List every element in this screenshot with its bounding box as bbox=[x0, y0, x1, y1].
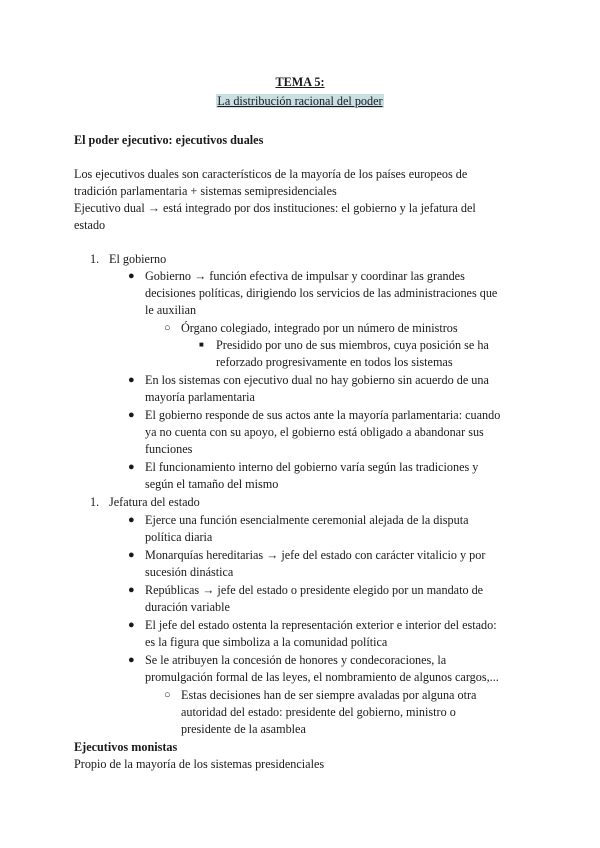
bullet-disc-icon: ● bbox=[128, 461, 135, 473]
list-item-line: funciones bbox=[145, 442, 193, 456]
page-title: TEMA 5: bbox=[275, 75, 325, 89]
list-item-line: Se le atribuyen la concesión de honores y condecoraciones, la bbox=[145, 653, 447, 667]
list-item-line: En los sistemas con ejecutivo dual no hay gobierno sin acuerdo de una bbox=[145, 373, 489, 387]
bullet-disc-icon: ● bbox=[128, 409, 135, 421]
bullet-square-icon: ■ bbox=[199, 340, 204, 349]
list-item-line: Repúblicas → jefe del estado o presidente elegido por un mandato de bbox=[145, 583, 484, 597]
list-item-line: El jefe del estado ostenta la representación exterior e interior del estado: bbox=[145, 618, 497, 632]
list-item-line: decisiones políticas, dirigiendo los servicios de las administraciones que bbox=[145, 286, 498, 300]
list-item-line: es la figura que simboliza a la comunidad política bbox=[145, 635, 388, 649]
section-heading-duales: El poder ejecutivo: ejecutivos duales bbox=[74, 133, 264, 147]
bullet-disc-icon: ● bbox=[128, 549, 135, 561]
page-subtitle: La distribución racional del poder bbox=[217, 94, 383, 108]
list-item-line: Órgano colegiado, integrado por un número de ministros bbox=[181, 321, 458, 335]
list-item-line: Gobierno → función efectiva de impulsar y coordinar las grandes bbox=[145, 269, 465, 283]
list-item-line: reforzado progresivamente en todos los sistemas bbox=[216, 355, 453, 369]
list-item-line: promulgación formal de las leyes, el nombramiento de algunos cargos,... bbox=[145, 670, 499, 684]
list-item-line: mayoría parlamentaria bbox=[145, 390, 255, 404]
bullet-disc-icon: ● bbox=[128, 270, 135, 282]
intro-line: estado bbox=[74, 218, 106, 232]
list-item-line: le auxilian bbox=[145, 303, 197, 317]
section-heading-monistas: Ejecutivos monistas bbox=[74, 740, 178, 754]
bullet-disc-icon: ● bbox=[128, 654, 135, 666]
list-item-line: El funcionamiento interno del gobierno varía según las tradiciones y bbox=[145, 460, 479, 474]
list-item-line: presidente de la asamblea bbox=[181, 722, 306, 736]
bullet-disc-icon: ● bbox=[128, 374, 135, 386]
list-item-line: Estas decisiones han de ser siempre avaladas por alguna otra bbox=[181, 688, 477, 702]
list-item-line: Presidido por uno de sus miembros, cuya posición se ha bbox=[216, 338, 489, 352]
bullet-circle-icon: ○ bbox=[164, 689, 171, 701]
list-number: 1. bbox=[90, 495, 100, 509]
list-item-line: Monarquías hereditarias → jefe del estado con carácter vitalicio y por bbox=[145, 548, 486, 562]
bullet-disc-icon: ● bbox=[128, 619, 135, 631]
section-text-monistas: Propio de la mayoría de los sistemas presidenciales bbox=[74, 757, 325, 771]
list-item-line: El gobierno responde de sus actos ante la mayoría parlamentaria: cuando bbox=[145, 408, 501, 422]
list-title-gobierno: El gobierno bbox=[109, 252, 167, 266]
intro-line: tradición parlamentaria + sistemas semipresidenciales bbox=[74, 184, 337, 198]
list-item-line: ya no cuenta con su apoyo, el gobierno está obligado a abandonar sus bbox=[145, 425, 484, 439]
bullet-disc-icon: ● bbox=[128, 514, 135, 526]
list-item-line: sucesión dinástica bbox=[145, 565, 234, 579]
list-item-line: según el tamaño del mismo bbox=[145, 477, 279, 491]
list-title-jefatura: Jefatura del estado bbox=[109, 495, 200, 509]
bullet-disc-icon: ● bbox=[128, 584, 135, 596]
page-subtitle-wrap bbox=[0, 93, 600, 109]
list-item-line: autoridad del estado: presidente del gobierno, ministro o bbox=[181, 705, 456, 719]
list-item-line: duración variable bbox=[145, 600, 230, 614]
intro-line: Los ejecutivos duales son característicos de la mayoría de los países europeos de bbox=[74, 167, 468, 181]
list-number: 1. bbox=[90, 252, 100, 266]
intro-line: Ejecutivo dual → está integrado por dos instituciones: el gobierno y la jefatura del bbox=[74, 201, 476, 215]
list-item-line: Ejerce una función esencialmente ceremonial alejada de la disputa bbox=[145, 513, 469, 527]
list-item-line: política diaria bbox=[145, 530, 213, 544]
bullet-circle-icon: ○ bbox=[164, 322, 171, 334]
